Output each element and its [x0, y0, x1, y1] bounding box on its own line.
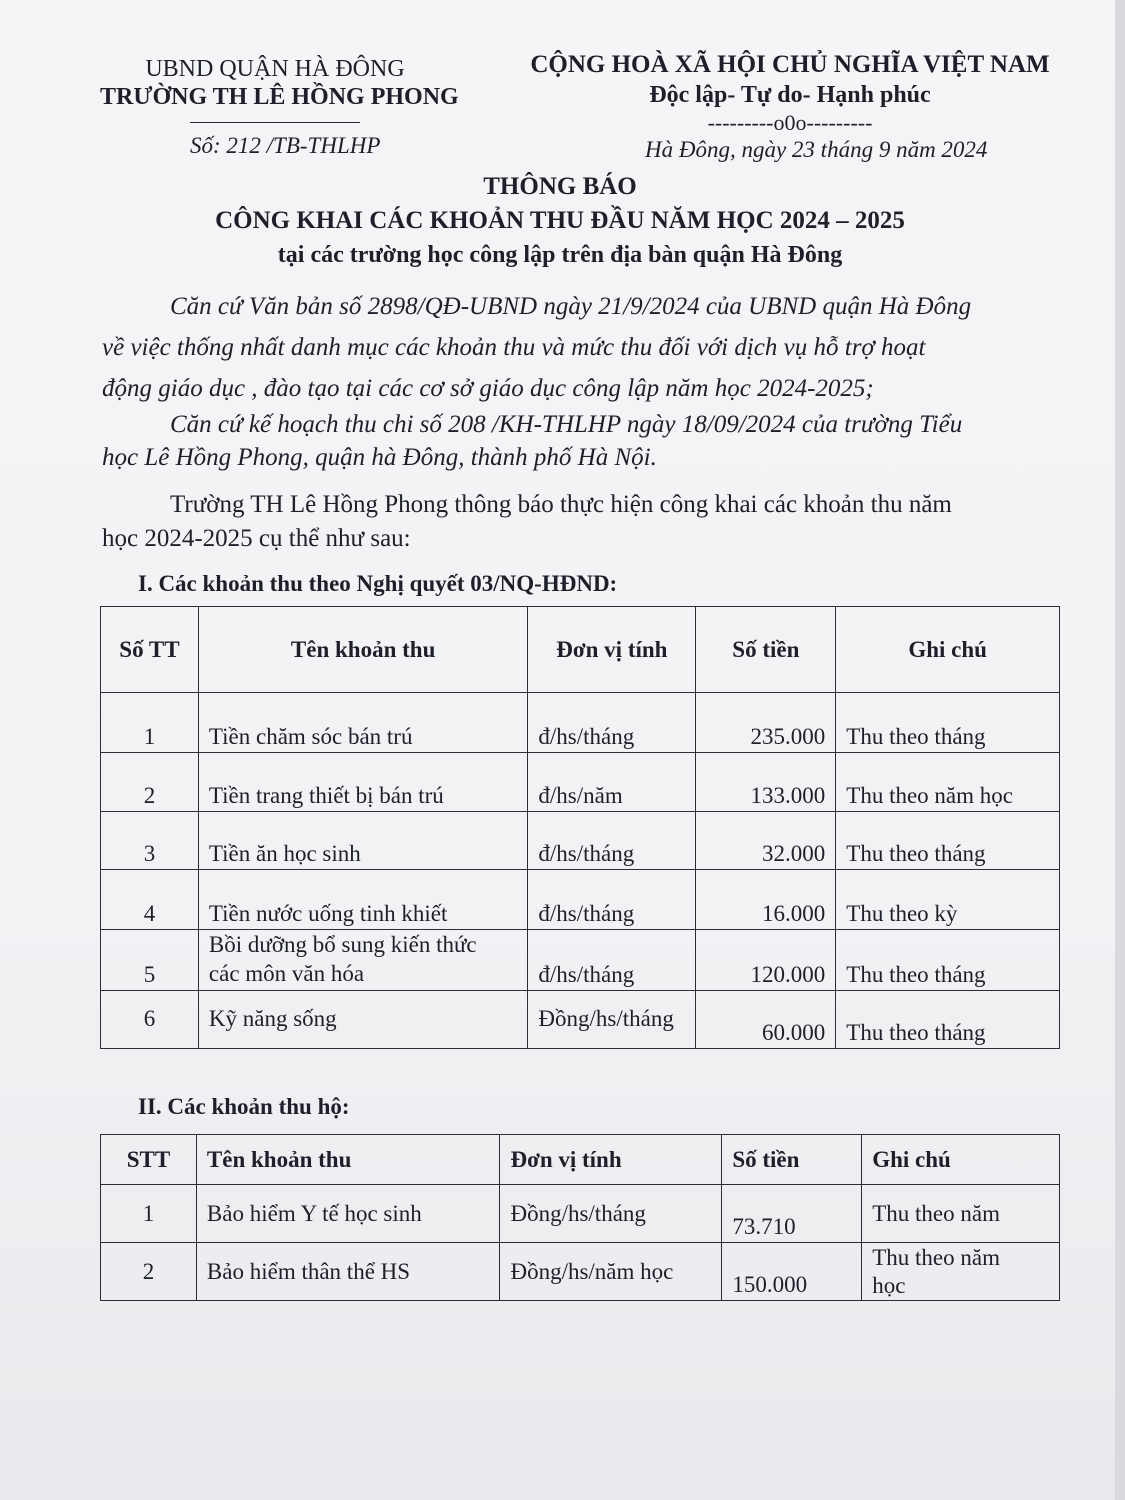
section-2-heading: II. Các khoản thu hộ:: [138, 1094, 350, 1119]
motto: Độc lập- Tự do- Hạnh phúc: [649, 82, 931, 108]
header-note: Ghi chú: [862, 1135, 1060, 1185]
document-date: Hà Đông, ngày 23 tháng 9 năm 2024: [645, 137, 988, 162]
document-number: Số: 212 /TB-THLHP: [190, 133, 381, 158]
paragraph-legal-basis-1: Căn cứ Văn bản số 2898/QĐ-UBND ngày 21/9/2024 của UBND quận Hà Đông về việc thống nhất danh mục các khoản thu và mức thu đối với dịch vụ hỗ trợ hoạt động giáo dục , đào tạo tại các cơ sở giáo dục công lập năm học 2024-2025;: [102, 293, 972, 402]
district-committee: UBND QUẬN HÀ ĐÔNG: [145, 56, 405, 82]
table-row: 2 Bảo hiểm thân thể HS Đồng/hs/năm học 150.000 Thu theo năm học: [101, 1243, 1060, 1301]
header-fee-name: Tên khoản thu: [198, 607, 528, 693]
header-amount: Số tiền: [722, 1135, 862, 1185]
header-fee-name: Tên khoản thu: [196, 1135, 500, 1185]
paragraph-legal-basis-2: Căn cứ kế hoạch thu chi số 208 /KH-THLHP ngày 18/09/2024 của trường Tiểu học Lê Hồng Phong, quận hà Đông, thành phố Hà Nội.: [102, 411, 963, 471]
document-title: THÔNG BÁO: [483, 173, 637, 200]
table-row: 1 Bảo hiểm Y tế học sinh Đồng/hs/tháng 73.710 Thu theo năm: [101, 1185, 1060, 1243]
header-stt: STT: [101, 1135, 197, 1185]
table-row: 2 Tiền trang thiết bị bán trú đ/hs/năm 133.000 Thu theo năm học: [101, 753, 1060, 812]
header-amount: Số tiền: [696, 607, 836, 693]
paragraph-announcement: Trường TH Lê Hồng Phong thông báo thực hiện công khai các khoản thu năm học 2024-2025 cụ thể như sau:: [102, 491, 952, 552]
table-row: 6 Kỹ năng sống Đồng/hs/tháng 60.000 Thu theo tháng: [101, 991, 1060, 1049]
school-name: TRƯỜNG TH LÊ HỒNG PHONG: [100, 84, 459, 110]
document-subject: CÔNG KHAI CÁC KHOẢN THU ĐẦU NĂM HỌC 2024 – 2025: [215, 207, 905, 234]
header-divider: ---------o0o---------: [707, 110, 873, 135]
fees-table-resolution: [100, 606, 1060, 1049]
page-edge: [1115, 0, 1125, 1500]
section-1-heading: I. Các khoản thu theo Nghị quyết 03/NQ-HĐND:: [138, 571, 618, 596]
header-note: Ghi chú: [836, 607, 1060, 693]
national-header: [515, 50, 1065, 110]
table-row: 5 Bồi dưỡng bổ sung kiến thức các môn văn hóa đ/hs/tháng 120.000 Thu theo tháng: [101, 930, 1060, 991]
table-row: 1 Tiền chăm sóc bán trú đ/hs/tháng 235.000 Thu theo tháng: [101, 693, 1060, 753]
table-header-row: [101, 607, 1060, 693]
fees-table-collection: [100, 1134, 1060, 1301]
table-row: 4 Tiền nước uống tinh khiết đ/hs/tháng 16.000 Thu theo kỳ: [101, 870, 1060, 930]
table-header-row: [101, 1135, 1060, 1185]
issuer-block: [100, 55, 459, 111]
country-name: CỘNG HOÀ XÃ HỘI CHỦ NGHĨA VIỆT NAM: [530, 51, 1050, 78]
document-scope: tại các trường học công lập trên địa bàn quận Hà Đông: [277, 242, 843, 268]
issuer-underline: [190, 122, 360, 123]
header-unit: Đơn vị tính: [528, 607, 696, 693]
header-unit: Đơn vị tính: [500, 1135, 722, 1185]
header-stt: Số TT: [101, 607, 199, 693]
table-row: 3 Tiền ăn học sinh đ/hs/tháng 32.000 Thu theo tháng: [101, 812, 1060, 870]
